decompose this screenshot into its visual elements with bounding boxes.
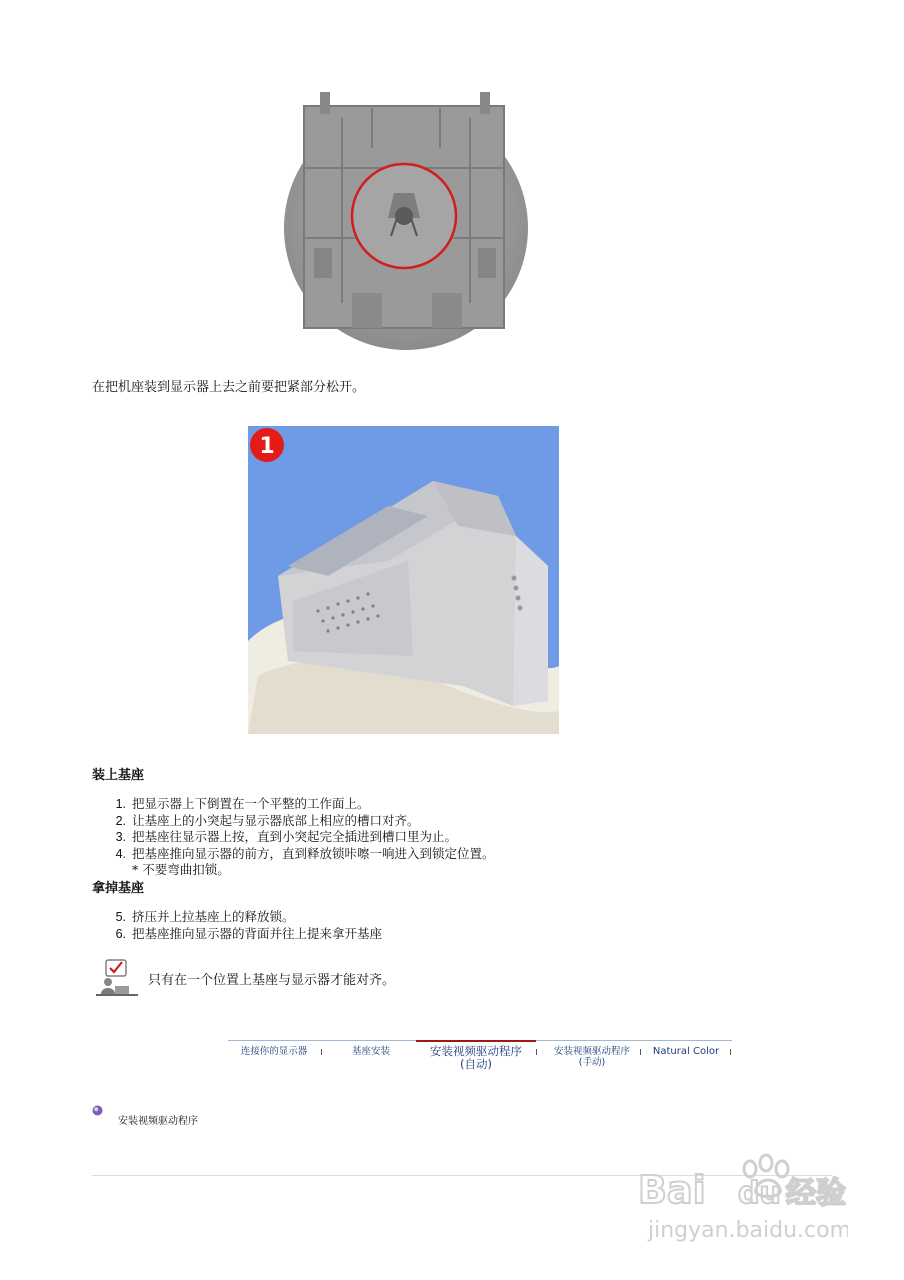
attach-heading: 装上基座 xyxy=(92,768,145,783)
svg-text:经验: 经验 xyxy=(786,1176,846,1211)
nav-separator xyxy=(730,1049,731,1055)
nav-separator xyxy=(640,1049,641,1055)
list-item: 1. 把显示器上下倒置在一个平整的工作面上。 xyxy=(115,796,370,811)
nav-driver-manual[interactable]: 安装视频驱动程序 (手动) xyxy=(553,1046,630,1068)
svg-text:jingyan.baidu.com: jingyan.baidu.com xyxy=(648,1218,848,1243)
nav-separator xyxy=(321,1049,322,1055)
loosen-caption: 在把机座装到显示器上去之前要把紧部分松开。 xyxy=(92,380,366,395)
remove-heading: 拿掉基座 xyxy=(92,881,145,896)
nav-stand-install[interactable]: 基座安装 xyxy=(351,1046,390,1057)
list-item: 4. 把基座推向显示器的前方，直到释放锁咔嚓一响进入到锁定位置。 xyxy=(115,845,495,861)
list-item: 6. 把基座推向显示器的背面并往上提来拿开基座 xyxy=(115,925,383,941)
svg-text:1: 1 xyxy=(259,434,275,459)
monitor-step-photo xyxy=(248,426,559,734)
list-item: 5. 挤压并上拉基座上的释放锁。 xyxy=(115,909,295,924)
tip-text: 只有在一个位置上基座与显示器才能对齐。 xyxy=(148,973,396,988)
svg-text:Bai: Bai xyxy=(638,1168,706,1212)
attach-note: * 不要弯曲扣锁。 xyxy=(132,862,230,877)
nav-connect-monitor[interactable]: 连接你的显示器 xyxy=(240,1046,308,1057)
nav-separator xyxy=(536,1049,537,1055)
nav-driver-auto[interactable]: 安装视频驱动程序 (自动) xyxy=(430,1044,522,1071)
bullet-icon xyxy=(92,1101,103,1112)
stand-underside-photo xyxy=(282,88,530,350)
note-person-icon xyxy=(96,958,138,996)
driver-install-link[interactable]: 安装视频驱动程序 xyxy=(118,1116,198,1127)
bottom-nav xyxy=(228,1040,732,1078)
nav-natural-color[interactable]: Natural Color xyxy=(652,1046,720,1057)
list-item: 2. 让基座上的小突起与显示器底部上相应的槽口对齐。 xyxy=(115,812,420,828)
list-item: 3. 把基座往显示器上按，直到小突起完全插进到槽口里为止。 xyxy=(115,829,458,844)
svg-text:du: du xyxy=(738,1176,781,1211)
attach-steps-list xyxy=(92,796,495,879)
baidu-watermark xyxy=(638,1145,848,1245)
nav-active-indicator xyxy=(416,1040,536,1042)
remove-steps-list xyxy=(92,909,382,942)
